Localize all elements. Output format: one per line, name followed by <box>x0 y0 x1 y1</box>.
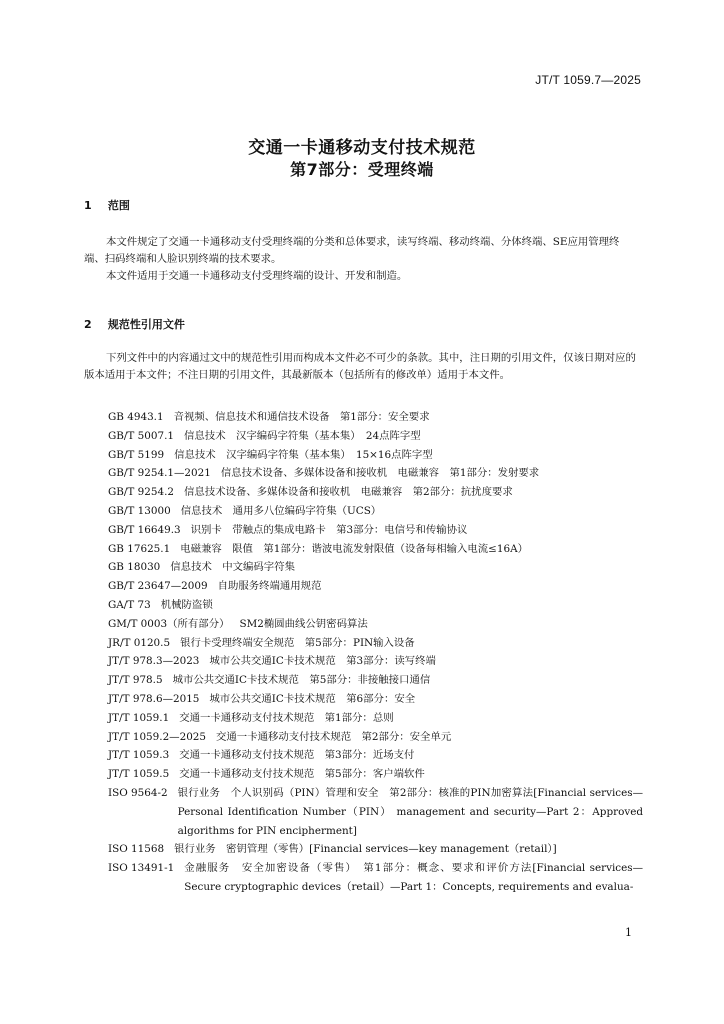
reference-title: 交通一卡通移动支付技术规范 第1部分：总则 <box>179 711 394 724</box>
reference-title: 金融服务 安全加密设备（零售） 第1部分：概念、要求和评价方法[Financial services—Secure cryptographic devices（retail）—Part 1：Concepts, requirements and evalua- <box>184 862 643 893</box>
reference-code: JT/T 1059.5 <box>108 768 170 781</box>
scope-body <box>84 234 640 285</box>
reference-item <box>108 596 643 615</box>
reference-title: 信息技术设备、多媒体设备和接收机 电磁兼容 第2部分：抗扰度要求 <box>184 486 513 499</box>
reference-code: GB 18030 <box>108 561 161 574</box>
reference-code: GB 4943.1 <box>108 411 164 423</box>
reference-code: ISO 9564-2 <box>108 786 168 799</box>
reference-code: GB/T 9254.1—2021 <box>108 467 211 480</box>
reference-title: 银行业务 密钥管理（零售）[Financial services—key management（retail）] <box>174 843 557 856</box>
reference-code: ISO 11568 <box>108 843 165 856</box>
reference-item <box>108 408 643 427</box>
reference-title: 交通一卡通移动支付技术规范 第3部分：近场支付 <box>179 749 415 762</box>
reference-code: ISO 13491-1 <box>108 862 175 875</box>
document-part-title: 第7部分：受理终端 <box>290 160 434 179</box>
reference-title: SM2椭圆曲线公钥密码算法 <box>239 617 368 630</box>
reference-item <box>108 558 643 577</box>
reference-title: 交通一卡通移动支付技术规范 第2部分：安全单元 <box>216 730 452 743</box>
reference-code: GB/T 9254.2 <box>108 486 175 499</box>
reference-code: JT/T 1059.2—2025 <box>108 730 207 743</box>
reference-item <box>108 577 643 596</box>
document-title: 交通一卡通移动支付技术规范 <box>248 138 476 158</box>
reference-code: GB 17625.1 <box>108 542 171 555</box>
reference-item <box>108 464 643 483</box>
reference-code: JR/T 0120.5 <box>108 636 171 649</box>
reference-item <box>108 746 643 765</box>
references-intro <box>84 350 640 384</box>
reference-title: 信息技术 通用多八位编码字符集（UCS） <box>180 504 382 517</box>
paragraph: 本文件规定了交通一卡通移动支付受理终端的分类和总体要求，读写终端、移动终端、分体终端、SE应用管理终端、扫码终端和人脸识别终端的技术要求。 <box>84 236 620 265</box>
reference-item <box>108 859 643 897</box>
standard-code: JT/T 1059.7—2025 <box>535 73 641 87</box>
reference-title: 自助服务终端通用规范 <box>217 580 322 593</box>
reference-title: 银行业务 个人识别码（PIN）管理和安全 第2部分：核准的PIN加密算法[Financial services—Personal Identification Number（PIN） management and security—Part 2：Approved algorithms for PIN encipherment] <box>177 786 643 837</box>
reference-item <box>108 784 643 840</box>
reference-title: 电磁兼容 限值 第1部分：谐波电流发射限值（设备每相输入电流≤16A） <box>180 542 528 555</box>
section-title: 规范性引用文件 <box>107 318 185 331</box>
reference-item <box>108 483 643 502</box>
reference-item <box>108 427 643 446</box>
section-heading-scope <box>84 197 130 213</box>
reference-item <box>108 502 643 521</box>
page-number: 1 <box>625 926 632 939</box>
reference-code: GA/T 73 <box>108 598 151 611</box>
reference-item <box>108 540 643 559</box>
reference-title: 城市公共交通IC卡技术规范 第5部分：非接触接口通信 <box>172 674 431 687</box>
reference-item <box>108 709 643 728</box>
reference-code: JT/T 1059.3 <box>108 749 170 762</box>
reference-code: JT/T 1059.1 <box>108 711 170 724</box>
reference-title: 银行卡受理终端安全规范 第5部分：PIN输入设备 <box>180 636 415 649</box>
section-number: 2 <box>84 318 92 331</box>
paragraph: 下列文件中的内容通过文中的规范性引用而构成本文件必不可少的条款。其中，注日期的引用文件，仅该日期对应的版本适用于本文件；不注日期的引用文件，其最新版本（包括所有的修改单）适用于本文件。 <box>84 352 636 381</box>
reference-item <box>108 690 643 709</box>
reference-item <box>108 615 643 634</box>
reference-code: JT/T 978.3—2023 <box>108 655 200 668</box>
reference-code: GB/T 5007.1 <box>108 429 175 442</box>
reference-item <box>108 728 643 747</box>
section-heading-normative-references <box>84 316 185 332</box>
reference-title: 城市公共交通IC卡技术规范 第3部分：读写终端 <box>209 655 436 668</box>
reference-item <box>108 634 643 653</box>
reference-code: JT/T 978.5 <box>108 674 163 687</box>
reference-item <box>108 521 643 540</box>
reference-title: 识别卡 带触点的集成电路卡 第3部分：电信号和传输协议 <box>190 523 468 536</box>
section-number: 1 <box>84 199 92 212</box>
reference-title: 机械防盗锁 <box>160 598 213 611</box>
reference-item <box>108 446 643 465</box>
reference-title: 信息技术设备、多媒体设备和接收机 电磁兼容 第1部分：发射要求 <box>220 467 540 480</box>
reference-code: GM/T 0003（所有部分） <box>108 617 230 630</box>
reference-item <box>108 671 643 690</box>
reference-title: 信息技术 中文编码字符集 <box>170 561 295 574</box>
reference-item <box>108 765 643 784</box>
reference-code: GB/T 16649.3 <box>108 523 181 536</box>
reference-code: GB/T 5199 <box>108 448 165 461</box>
reference-title: 城市公共交通IC卡技术规范 第6部分：安全 <box>209 692 416 705</box>
section-title: 范围 <box>107 199 130 212</box>
reference-code: GB/T 23647—2009 <box>108 580 208 593</box>
reference-title: 信息技术 汉字编码字符集（基本集） 15×16点阵字型 <box>174 448 433 461</box>
reference-list <box>108 408 643 897</box>
reference-item <box>108 652 643 671</box>
reference-title: 信息技术 汉字编码字符集（基本集） 24点阵字型 <box>184 429 421 442</box>
reference-item <box>108 840 643 859</box>
paragraph: 本文件适用于交通一卡通移动支付受理终端的设计、开发和制造。 <box>106 270 408 282</box>
reference-title: 交通一卡通移动支付技术规范 第5部分：客户端软件 <box>179 768 425 781</box>
reference-code: JT/T 978.6—2015 <box>108 692 200 705</box>
reference-title: 音视频、信息技术和通信技术设备 第1部分：安全要求 <box>173 411 430 423</box>
reference-code: GB/T 13000 <box>108 504 171 517</box>
